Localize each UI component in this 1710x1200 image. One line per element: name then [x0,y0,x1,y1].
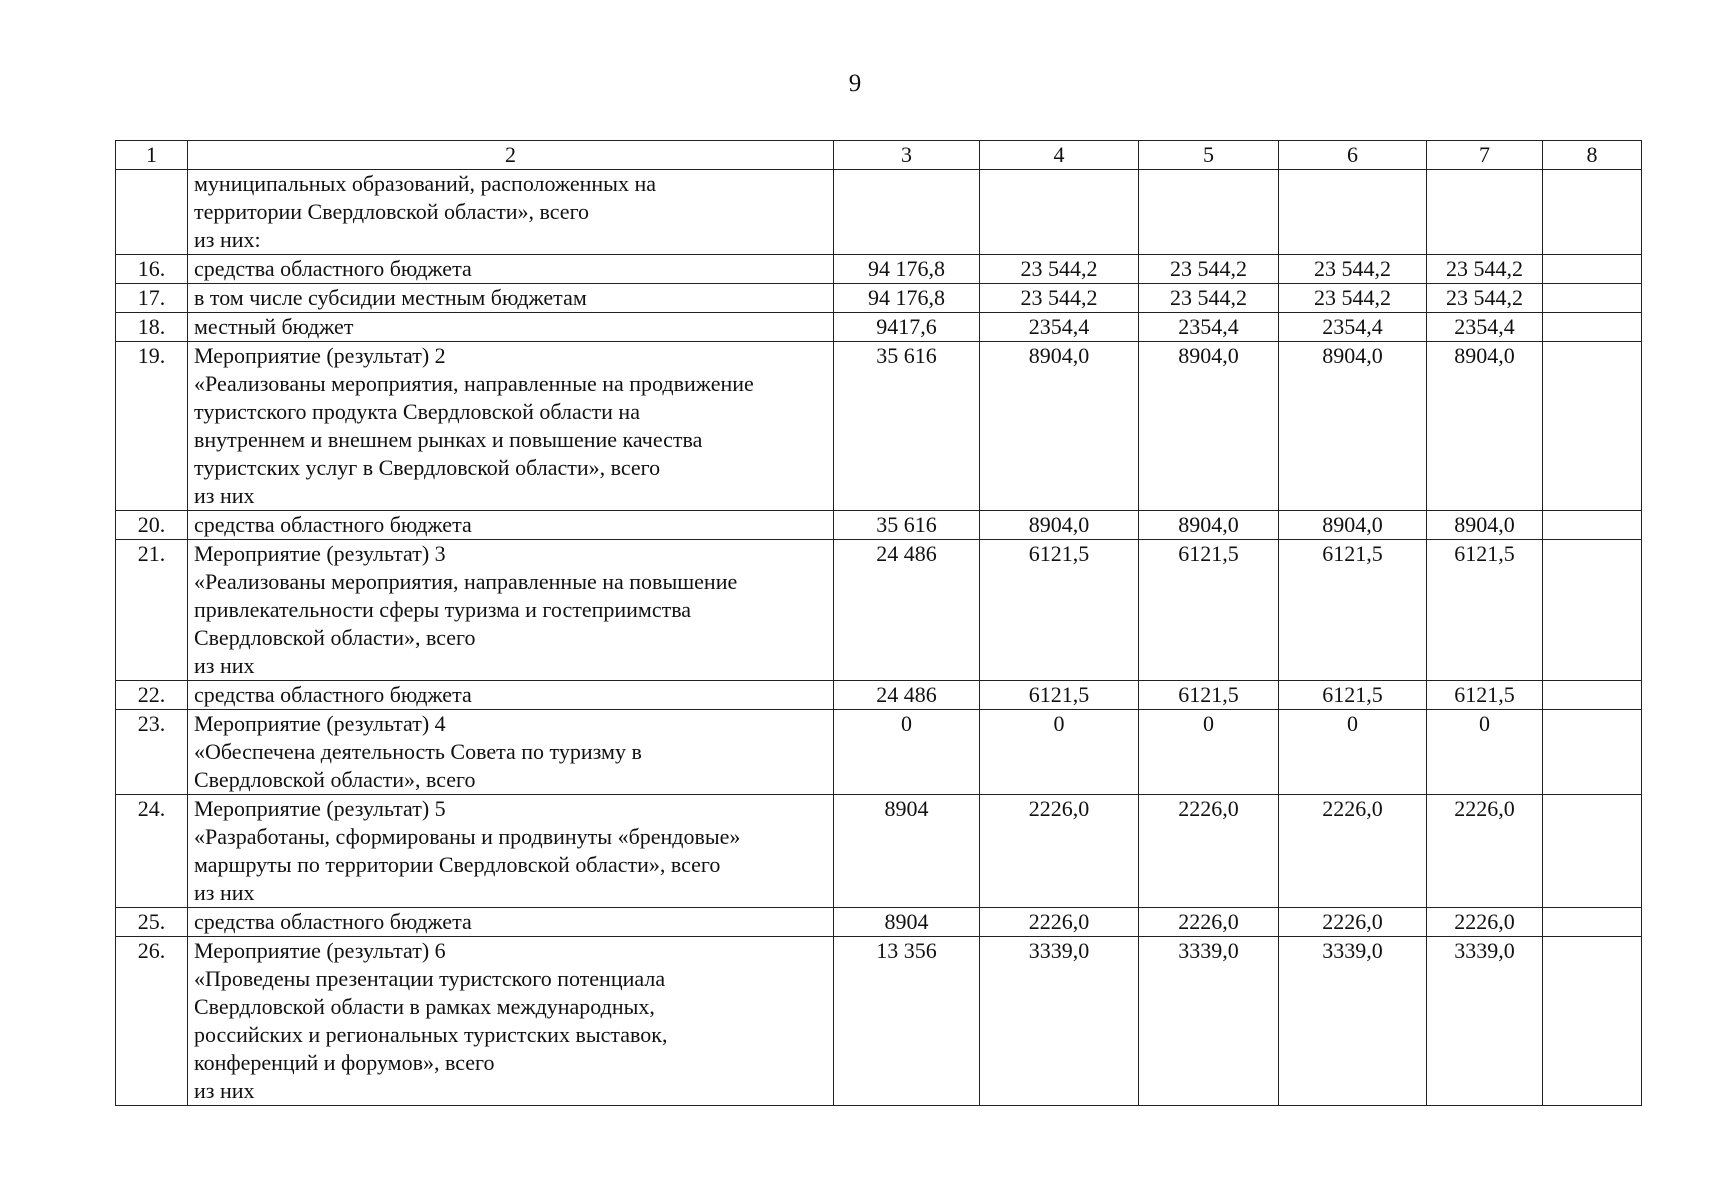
value-cell-col-4: 0 [980,710,1139,795]
value-cell-col-5: 0 [1139,710,1279,795]
value-cell-col-8 [1543,908,1642,937]
value-cell-col-7: 2226,0 [1427,908,1543,937]
value-cell-col-4: 3339,0 [980,937,1139,1106]
row-name [188,284,834,313]
row-name-line: средства областного бюджета [194,682,472,707]
value-cell-col-4: 6121,5 [980,681,1139,710]
value-cell-col-3: 35 616 [834,342,980,511]
column-header-5: 5 [1139,141,1279,170]
row-number: 19. [116,342,188,511]
page-number: 9 [848,70,862,97]
value-cell-col-5: 2226,0 [1139,795,1279,908]
row-name-line: Свердловской области в рамках международных, [194,994,655,1019]
value-cell-col-4: 8904,0 [980,511,1139,540]
row-number: 22. [116,681,188,710]
row-number: 18. [116,313,188,342]
table-row [116,313,1642,342]
value-cell-col-7: 6121,5 [1427,540,1543,681]
value-cell-col-6: 2226,0 [1279,795,1427,908]
row-name-line: «Проведены презентации туристского потенциала [194,966,666,991]
value-cell-col-5: 6121,5 [1139,681,1279,710]
row-name [188,937,834,1106]
table-row [116,170,1642,255]
value-cell-col-8 [1543,255,1642,284]
row-name-line: Мероприятие (результат) 2 [194,343,446,368]
row-name-line: средства областного бюджета [194,909,472,934]
row-name [188,681,834,710]
row-number: 21. [116,540,188,681]
value-cell-col-3: 94 176,8 [834,255,980,284]
value-cell-col-5: 8904,0 [1139,342,1279,511]
row-name [188,511,834,540]
value-cell-col-5: 8904,0 [1139,511,1279,540]
column-header-7: 7 [1427,141,1543,170]
row-number: 26. [116,937,188,1106]
row-name-line: из них [194,483,255,508]
value-cell-col-6: 2226,0 [1279,908,1427,937]
value-cell-col-8 [1543,795,1642,908]
row-name-line: российских и региональных туристских выставок, [194,1022,668,1047]
row-name-line: внутреннем и внешнем рынках и повышение качества [194,427,703,452]
row-name-line: из них: [194,227,261,252]
row-name [188,255,834,284]
value-cell-col-5: 2226,0 [1139,908,1279,937]
value-cell-col-8 [1543,511,1642,540]
row-name-line: «Реализованы мероприятия, направленные на повышение [194,569,738,594]
value-cell-col-8 [1543,681,1642,710]
value-cell-col-8 [1543,540,1642,681]
value-cell-col-4: 2354,4 [980,313,1139,342]
row-name [188,313,834,342]
row-name-line: местный бюджет [194,314,354,339]
value-cell-col-7: 23 544,2 [1427,255,1543,284]
table-row [116,908,1642,937]
table-row [116,284,1642,313]
table-row [116,937,1642,1106]
value-cell-col-8 [1543,170,1642,255]
column-header-3: 3 [834,141,980,170]
value-cell-col-6: 6121,5 [1279,681,1427,710]
value-cell-col-8 [1543,313,1642,342]
value-cell-col-5: 2354,4 [1139,313,1279,342]
value-cell-col-3 [834,170,980,255]
row-name-line: из них [194,1078,255,1103]
row-name [188,795,834,908]
row-name-line: из них [194,653,255,678]
value-cell-col-8 [1543,710,1642,795]
row-name-line: Мероприятие (результат) 5 [194,796,446,821]
value-cell-col-6: 0 [1279,710,1427,795]
row-name [188,342,834,511]
table-row [116,795,1642,908]
row-name-line: в том числе субсидии местным бюджетам [194,285,587,310]
row-name-line: из них [194,880,255,905]
row-name [188,540,834,681]
value-cell-col-7: 3339,0 [1427,937,1543,1106]
value-cell-col-3: 35 616 [834,511,980,540]
value-cell-col-3: 24 486 [834,681,980,710]
column-header-4: 4 [980,141,1139,170]
value-cell-col-3: 9417,6 [834,313,980,342]
row-name-line: средства областного бюджета [194,256,472,281]
value-cell-col-7: 2354,4 [1427,313,1543,342]
row-name [188,908,834,937]
row-number: 25. [116,908,188,937]
row-name-line: муниципальных образований, расположенных на [194,171,656,196]
row-name-line: туристского продукта Свердловской области на [194,399,640,424]
row-name [188,170,834,255]
value-cell-col-7: 8904,0 [1427,342,1543,511]
row-name-line: Свердловской области», всего [194,767,476,792]
column-header-8: 8 [1543,141,1642,170]
value-cell-col-6: 3339,0 [1279,937,1427,1106]
row-name-line: территории Свердловской области», всего [194,199,590,224]
row-number [116,170,188,255]
row-name-line: маршруты по территории Свердловской области», всего [194,852,721,877]
row-number: 16. [116,255,188,284]
budget-table [115,140,1642,1106]
value-cell-col-3: 94 176,8 [834,284,980,313]
value-cell-col-5 [1139,170,1279,255]
value-cell-col-4: 2226,0 [980,908,1139,937]
value-cell-col-6: 23 544,2 [1279,255,1427,284]
value-cell-col-7: 6121,5 [1427,681,1543,710]
row-name-line: Мероприятие (результат) 6 [194,938,446,963]
row-name-line: «Реализованы мероприятия, направленные на продвижение [194,371,754,396]
column-header-1: 1 [116,141,188,170]
row-name-line: Мероприятие (результат) 3 [194,541,446,566]
row-number: 20. [116,511,188,540]
value-cell-col-5: 6121,5 [1139,540,1279,681]
row-name-line: привлекательности сферы туризма и гостеприимства [194,597,692,622]
table-row [116,540,1642,681]
table-row [116,710,1642,795]
value-cell-col-6: 8904,0 [1279,511,1427,540]
value-cell-col-7: 8904,0 [1427,511,1543,540]
row-name-line: туристских услуг в Свердловской области», всего [194,455,661,480]
value-cell-col-3: 0 [834,710,980,795]
column-header-2: 2 [188,141,834,170]
value-cell-col-8 [1543,937,1642,1106]
value-cell-col-6: 23 544,2 [1279,284,1427,313]
row-name-line: Мероприятие (результат) 4 [194,711,446,736]
row-name [188,710,834,795]
row-number: 23. [116,710,188,795]
table-row [116,511,1642,540]
value-cell-col-4: 23 544,2 [980,255,1139,284]
table-row [116,342,1642,511]
value-cell-col-8 [1543,342,1642,511]
value-cell-col-7 [1427,170,1543,255]
value-cell-col-4: 6121,5 [980,540,1139,681]
value-cell-col-7: 23 544,2 [1427,284,1543,313]
row-name-line: Свердловской области», всего [194,625,476,650]
value-cell-col-3: 8904 [834,908,980,937]
column-header-6: 6 [1279,141,1427,170]
value-cell-col-5: 3339,0 [1139,937,1279,1106]
table-row [116,255,1642,284]
value-cell-col-3: 24 486 [834,540,980,681]
header-row [116,141,1642,170]
value-cell-col-5: 23 544,2 [1139,284,1279,313]
value-cell-col-6: 6121,5 [1279,540,1427,681]
row-name-line: конференций и форумов», всего [194,1050,495,1075]
value-cell-col-4: 8904,0 [980,342,1139,511]
value-cell-col-4 [980,170,1139,255]
value-cell-col-4: 23 544,2 [980,284,1139,313]
value-cell-col-7: 0 [1427,710,1543,795]
value-cell-col-3: 13 356 [834,937,980,1106]
value-cell-col-4: 2226,0 [980,795,1139,908]
value-cell-col-8 [1543,284,1642,313]
row-number: 17. [116,284,188,313]
table-row [116,681,1642,710]
value-cell-col-6: 2354,4 [1279,313,1427,342]
value-cell-col-6: 8904,0 [1279,342,1427,511]
value-cell-col-3: 8904 [834,795,980,908]
value-cell-col-5: 23 544,2 [1139,255,1279,284]
row-name-line: «Обеспечена деятельность Совета по туризму в [194,739,642,764]
value-cell-col-6 [1279,170,1427,255]
row-name-line: средства областного бюджета [194,512,472,537]
row-name-line: «Разработаны, сформированы и продвинуты «брендовые» [194,824,741,849]
row-number: 24. [116,795,188,908]
value-cell-col-7: 2226,0 [1427,795,1543,908]
